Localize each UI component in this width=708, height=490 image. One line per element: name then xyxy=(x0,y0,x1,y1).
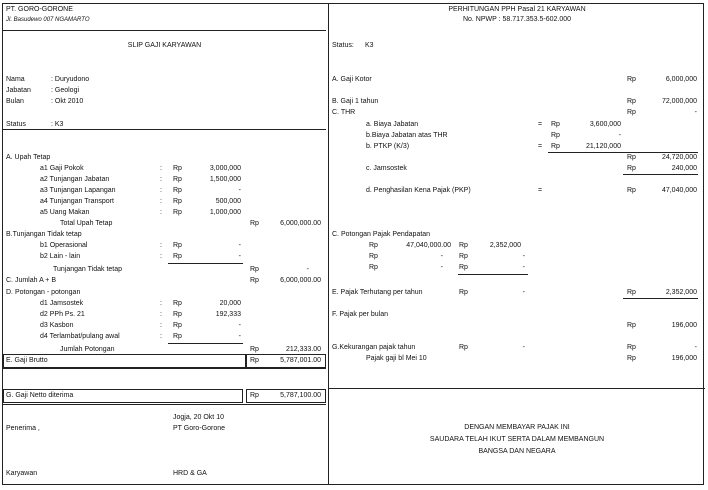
gaji-brutto-cur: Rp xyxy=(250,357,259,364)
thr-cur: Rp xyxy=(627,109,636,116)
gaji-kotor-value: 6,000,000 xyxy=(665,76,697,83)
jamsostek-cur: Rp xyxy=(627,165,636,172)
terhutang-underline xyxy=(623,298,698,299)
note-divider xyxy=(329,388,705,389)
pajak-underline xyxy=(458,274,528,275)
upah-tetap-heading: A. Upah Tetap xyxy=(6,154,51,161)
gaji-brutto-label: E. Gaji Brutto xyxy=(6,357,48,364)
pkp-cur: Rp xyxy=(627,187,636,194)
gaji-kotor-cur: Rp xyxy=(627,76,636,83)
pkp-sep: = xyxy=(538,187,543,194)
pph-subtotal-value: 24,720,000 xyxy=(661,154,697,161)
gaji-kotor-label: A. Gaji Kotor xyxy=(332,76,372,83)
jamsostek-label: c. Jamsostek xyxy=(366,165,407,172)
note-line-2: SAUDARA TELAH IKUT SERTA DALAM MEMBANGUN xyxy=(429,436,605,443)
jumlah-potongan-label: Jumlah Potongan xyxy=(60,346,115,353)
jumlah-potongan-value: 212,333.00 xyxy=(285,346,321,353)
kekurangan-c1: Rp xyxy=(459,344,468,351)
status-value: : K3 xyxy=(51,121,64,128)
sign-hrd: HRD & GA xyxy=(173,470,207,477)
brutto-divider xyxy=(3,368,326,369)
pph-deduction-underline xyxy=(548,152,698,153)
company-address: Jl. Basudewo 007 NGAMARTO xyxy=(6,17,90,23)
total-upah-label: Total Upah Tetap xyxy=(60,220,113,227)
nama-value: : Duryudono xyxy=(51,76,90,83)
pph-status-value: K3 xyxy=(365,42,374,49)
nama-label: Nama xyxy=(6,76,25,83)
jumlah-ab-value: 6,000,000.00 xyxy=(280,277,321,284)
per-bulan-label: F. Pajak per bulan xyxy=(332,311,389,318)
salary-slip-sheet: PT. GORO-GORONE Jl. Basudewo 007 NGAMARTO SLIP GAJI KARYAWAN Nama : Duryudono Jabatan : Geologi Bulan : Okt 2010 Status : K3 A. Upah Tetap a1 Gaji Pokok : Rp 3,000,000 a2 Tunjangan Jabatan : Rp 1,500,000 a3 Tunjangan Lapangan : Rp - a4 Tunjangan Transport : Rp 500,000 a5 Uang Makan : Rp 1,000,000 Total Upah Tetap Rp 6,000,000.00 B.Tunjangan Tidak tetap b1 Operasional : Rp - b2 Lain - lain : Rp - Tunjangan Tidak tetap Rp - C. Jumlah A + B Rp 6,000,000.00 D. Potongan - potongan d1 Jamsostek : Rp 20,000 d2 PPh Ps. 21 : Rp 192,333 d3 Kasbon : Rp - d4 Terlambat/pulang awal : Rp - Jumlah Potongan Rp 212,333.00 E. Gaji Brutto Rp 5,787,001.00 G. Gaji Netto diterima Rp 5,787,100.00 Jogja, 20 Okt 10 PT Goro-Gorone Penerima , Karyawan HRD & GA PERHITUNGAN PPH Pasal 21 KARYAWAN No. NPWP : 58.717.353.5-602.000 Status: K3 A. Gaji Kotor Rp 6,000,000 B. Gaji 1 tahun Rp 72,000,000 C. THR Rp - a. Biaya Jabatan = Rp 3,600,000 b.Biaya Jabatan atas THR Rp - b. PTKP (K/3) = Rp 21,120,000 Rp 24,720,000 c. Jamsostek Rp 240,000 d. Penghasilan Kena Pajak (PKP) = Rp 47,040,000 C. Potongan Pajak Pendapatan Rp 47,040,000.00 Rp 2,352,000 Rp - Rp - Rp - Rp - E. Pajak Terhutang per tahun Rp - Rp 2,352,000 F. Pajak per bulan Rp 196,000 G.Kekurangan pajak tahun Rp - Rp - Pajak gaji bl Mei 10 Rp 196,000 DENGAN MEMBAYAR PAJAK INI SAUDARA TELAH IKUT SERTA DALAM MEMBANGUN BANGSA DAN NEGARA xyxy=(2,3,704,485)
jabatan-value: : Geologi xyxy=(51,87,80,94)
pph-status-label: Status: xyxy=(332,42,354,49)
tunjangan-heading: B.Tunjangan Tidak tetap xyxy=(6,231,82,238)
gaji-brutto-value: 5,787,001.00 xyxy=(280,357,321,364)
jamsostek-value: 240,000 xyxy=(671,165,697,172)
gaji-tahun-cur: Rp xyxy=(627,98,636,105)
status-label: Status xyxy=(6,121,26,128)
gaji-okt-label: Pajak gaji bl Mei 10 xyxy=(366,355,427,362)
terhutang-value: 2,352,000 xyxy=(665,289,697,296)
tunjangan-underline xyxy=(168,263,243,264)
note-line-1: DENGAN MEMBAYAR PAJAK INI xyxy=(464,424,570,431)
per-bulan-value: 196,000 xyxy=(671,322,697,329)
gaji-okt-value: 196,000 xyxy=(671,355,697,362)
total-upah-value: 6,000,000.00 xyxy=(280,220,321,227)
tunjangan-total-label: Tunjangan Tidak tetap xyxy=(53,266,123,273)
column-divider xyxy=(328,4,329,484)
note-line-3: BANGSA DAN NEGARA xyxy=(478,448,556,455)
pph-npwp: No. NPWP : 58.717.353.5-602.000 xyxy=(462,16,572,23)
kekurangan-cur: Rp xyxy=(627,344,636,351)
gaji-netto-value: 5,787,100.00 xyxy=(280,392,321,399)
netto-divider xyxy=(3,404,326,405)
per-bulan-cur: Rp xyxy=(627,322,636,329)
terhutang-label: E. Pajak Terhutang per tahun xyxy=(332,289,423,296)
sign-company: PT Goro-Gorone xyxy=(173,425,226,432)
potongan-underline xyxy=(168,343,243,344)
sign-penerima: Penerima , xyxy=(6,425,40,432)
jumlah-ab-cur: Rp xyxy=(250,277,259,284)
gaji-netto-label: G. Gaji Netto diterima xyxy=(6,392,74,399)
tunjangan-total-value: - xyxy=(306,266,309,273)
jumlah-potongan-cur: Rp xyxy=(250,346,259,353)
kekurangan-label: G.Kekurangan pajak tahun xyxy=(332,344,416,351)
pkp-value: 47,040,000 xyxy=(661,187,697,194)
gaji-tahun-label: B. Gaji 1 tahun xyxy=(332,98,379,105)
pph-title: PERHITUNGAN PPH Pasal 21 KARYAWAN xyxy=(448,6,586,13)
thr-label: C. THR xyxy=(332,109,356,116)
thr-value: - xyxy=(694,109,697,116)
terhutang-v1: - xyxy=(522,289,525,296)
total-upah-cur: Rp xyxy=(250,220,259,227)
pajak-pendapatan-label: C. Potongan Pajak Pendapatan xyxy=(332,231,431,238)
slip-title: SLIP GAJI KARYAWAN xyxy=(127,42,202,49)
terhutang-c1: Rp xyxy=(459,289,468,296)
jamsostek-underline xyxy=(623,174,698,175)
potongan-heading: D. Potongan - potongan xyxy=(6,289,81,296)
tunjangan-total-cur: Rp xyxy=(250,266,259,273)
bulan-label: Bulan xyxy=(6,98,24,105)
gaji-tahun-value: 72,000,000 xyxy=(661,98,697,105)
pph-subtotal-cur: Rp xyxy=(627,154,636,161)
kekurangan-v1: - xyxy=(522,344,525,351)
kekurangan-value: - xyxy=(694,344,697,351)
bulan-value: : Okt 2010 xyxy=(51,98,84,105)
sign-place-date: Jogja, 20 Okt 10 xyxy=(173,414,224,421)
employee-divider xyxy=(3,129,326,130)
jumlah-ab-label: C. Jumlah A + B xyxy=(6,277,56,284)
gaji-netto-cur: Rp xyxy=(250,392,259,399)
company-name: PT. GORO-GORONE xyxy=(6,6,73,13)
jabatan-label: Jabatan xyxy=(6,87,31,94)
gaji-okt-cur: Rp xyxy=(627,355,636,362)
pkp-label: d. Penghasilan Kena Pajak (PKP) xyxy=(366,187,471,194)
sign-karyawan: Karyawan xyxy=(6,470,38,477)
terhutang-cur: Rp xyxy=(627,289,636,296)
header-divider-left xyxy=(3,30,326,31)
